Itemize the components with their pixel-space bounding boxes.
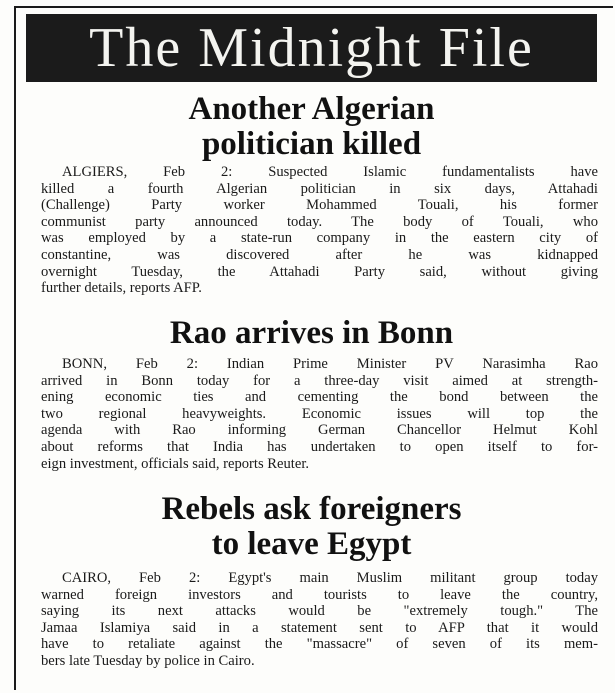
story-headline-bonn bbox=[20, 316, 603, 351]
headline-line: politician killed bbox=[201, 125, 422, 162]
body-line: Jamaa Islamiya said in a statement sent to AFP that it would bbox=[41, 619, 598, 636]
body-line: was employed by a state-run company in the eastern city of bbox=[41, 230, 598, 247]
body-line: constantine, was discovered after he was kidnapped bbox=[41, 246, 598, 263]
story-body-egypt bbox=[41, 570, 598, 670]
body-line: two regional heavyweights. Economic issues will top the bbox=[41, 405, 598, 422]
masthead-banner bbox=[26, 14, 597, 82]
body-line: bers late Tuesday by police in Cairo. bbox=[41, 652, 255, 669]
story-headline-egypt bbox=[20, 492, 603, 561]
body-line: further details, reports AFP. bbox=[41, 280, 202, 297]
body-line: arrived in Bonn today for a three-day visit aimed at strength- bbox=[41, 372, 598, 389]
body-line: agenda with Rao informing German Chancellor Helmut Kohl bbox=[41, 422, 598, 439]
body-line: ALGIERS, Feb 2: Suspected Islamic fundamentalists have bbox=[62, 164, 598, 180]
story-body-bonn bbox=[41, 356, 598, 472]
body-line: about reforms that India has undertaken to open itself to for- bbox=[41, 438, 598, 455]
body-line: have to retaliate against the "massacre" of seven of its mem- bbox=[41, 636, 598, 653]
body-line: ening economic ties and cementing the bond between the bbox=[41, 389, 598, 406]
body-line: communist party announced today. The body of Touali, who bbox=[41, 213, 598, 230]
body-line: CAIRO, Feb 2: Egypt's main Muslim militant group today bbox=[62, 570, 598, 586]
masthead-title: The Midnight File bbox=[89, 17, 534, 79]
body-line: (Challenge) Party worker Mohammed Touali, his former bbox=[41, 197, 598, 214]
body-line: overnight Tuesday, the Attahadi Party said, without giving bbox=[41, 263, 598, 280]
body-line: warned foreign investors and tourists to leave the country, bbox=[41, 586, 598, 603]
body-line: killed a fourth Algerian politician in six days, Attahadi bbox=[41, 180, 598, 197]
body-line: eign investment, officials said, reports Reuter. bbox=[41, 455, 310, 472]
story-headline-algerian bbox=[20, 92, 603, 161]
body-line: BONN, Feb 2: Indian Prime Minister PV Narasimha Rao bbox=[62, 356, 598, 372]
body-line: saying its next attacks would be "extremely tough." The bbox=[41, 603, 598, 620]
headline-line: Rao arrives in Bonn bbox=[169, 315, 454, 351]
headline-line: Rebels ask foreigners bbox=[161, 491, 462, 527]
headline-line: to leave Egypt bbox=[211, 525, 412, 562]
story-body-algerian bbox=[41, 164, 598, 297]
headline-line: Another Algerian bbox=[188, 91, 435, 127]
